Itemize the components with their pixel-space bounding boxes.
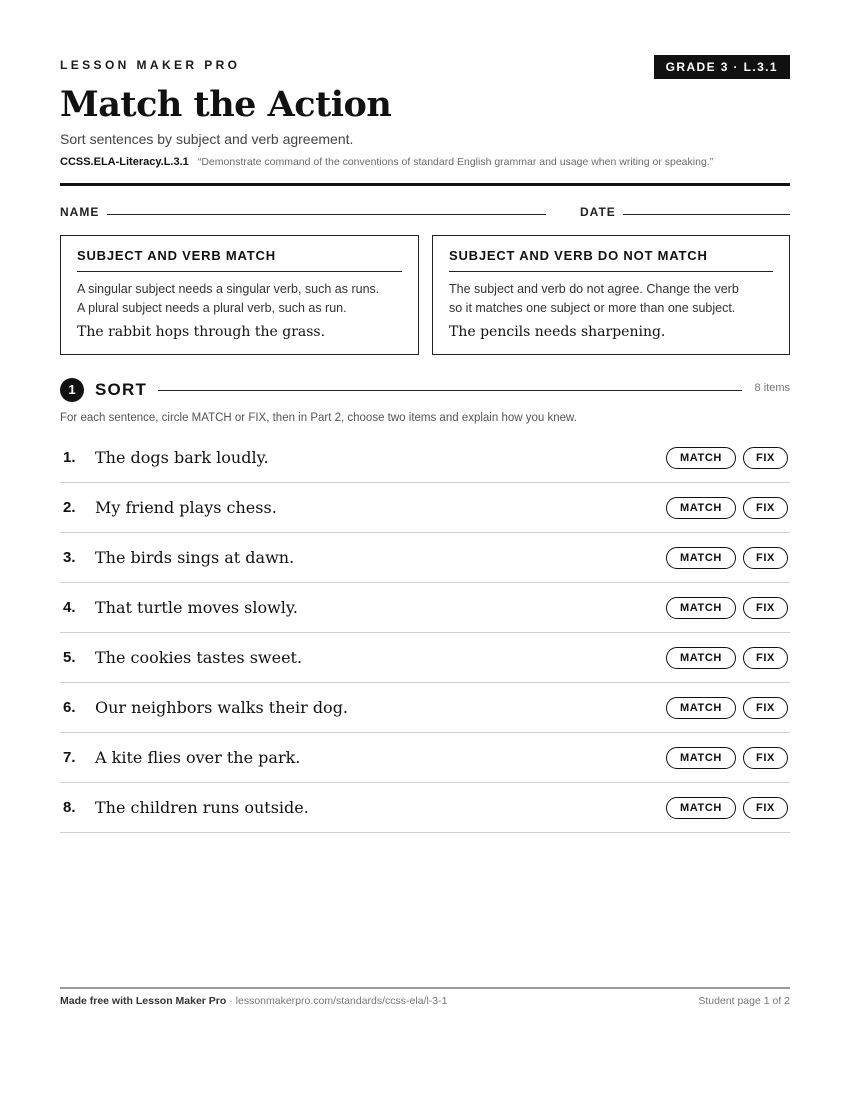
rule-box-match (60, 235, 419, 355)
match-button[interactable]: MATCH (666, 447, 736, 469)
rule-box-heading: SUBJECT AND VERB DO NOT MATCH (449, 248, 773, 272)
match-button[interactable]: MATCH (666, 497, 736, 519)
date-field[interactable] (623, 214, 790, 215)
rule-box-description (77, 280, 402, 318)
list-item (60, 533, 790, 583)
fix-button[interactable]: FIX (743, 747, 788, 769)
list-item (60, 483, 790, 533)
match-button[interactable]: MATCH (666, 647, 736, 669)
item-count: 8 items (754, 382, 790, 394)
item-sentence: That turtle moves slowly. (95, 598, 298, 617)
item-sentence: The birds sings at dawn. (95, 548, 295, 567)
standard-code: CCSS.ELA-Literacy.L.3.1 (60, 156, 189, 168)
section-title: SORT (95, 380, 148, 399)
item-number: 1. (63, 449, 76, 466)
item-number: 5. (63, 649, 76, 666)
section-instructions: For each sentence, circle MATCH or FIX, then in Part 2, choose two items and explain how you knew. (60, 412, 577, 424)
fix-button[interactable]: FIX (743, 697, 788, 719)
item-sentence: The children runs outside. (95, 798, 309, 817)
footer-credit (60, 995, 447, 1007)
footer-made-with: Made free with Lesson Maker Pro (60, 995, 227, 1007)
date-label: DATE (580, 205, 616, 219)
item-number: 2. (63, 499, 76, 516)
grade-badge: GRADE 3 · L.3.1 (654, 55, 790, 79)
rule-box-desc-line: A plural subject needs a plural verb, such as run. (77, 301, 347, 315)
list-item (60, 433, 790, 483)
page-subtitle: Sort sentences by subject and verb agreement. (60, 131, 354, 147)
match-button[interactable]: MATCH (666, 547, 736, 569)
rule-box-desc-line: The subject and verb do not agree. Change the verb (449, 282, 739, 296)
footer-url: · lessonmakerpro.com/standards/ccss-ela/l-3-1 (226, 995, 448, 1007)
rule-box-desc-line: so it matches one subject or more than one subject. (449, 301, 736, 315)
item-number: 7. (63, 749, 76, 766)
item-sentence: The cookies tastes sweet. (95, 648, 303, 667)
fix-button[interactable]: FIX (743, 797, 788, 819)
item-number: 4. (63, 599, 76, 616)
item-number: 8. (63, 799, 76, 816)
fix-button[interactable]: FIX (743, 647, 788, 669)
fix-button[interactable]: FIX (743, 497, 788, 519)
item-sentence: The dogs bark loudly. (95, 448, 269, 467)
list-item (60, 783, 790, 833)
page-title: Match the Action (60, 84, 392, 125)
fix-button[interactable]: FIX (743, 447, 788, 469)
page-number: Student page 1 of 2 (698, 995, 790, 1007)
match-button[interactable]: MATCH (666, 597, 736, 619)
item-number: 6. (63, 699, 76, 716)
fix-button[interactable]: FIX (743, 597, 788, 619)
section-divider (158, 390, 742, 391)
rule-box-desc-line: A singular subject needs a singular verb, such as runs. (77, 282, 380, 296)
match-button[interactable]: MATCH (666, 747, 736, 769)
footer-divider (60, 987, 790, 989)
item-sentence: Our neighbors walks their dog. (95, 698, 349, 717)
rule-box-no-match (432, 235, 790, 355)
brand-name: LESSON MAKER PRO (60, 58, 241, 72)
rule-box-description (449, 280, 773, 318)
item-sentence: My friend plays chess. (95, 498, 277, 517)
name-field[interactable] (107, 214, 546, 215)
sentence-list (60, 433, 790, 833)
rule-box-example: The pencils needs sharpening. (449, 324, 666, 340)
section-number-badge: 1 (60, 378, 84, 402)
fix-button[interactable]: FIX (743, 547, 788, 569)
list-item (60, 683, 790, 733)
item-sentence: A kite flies over the park. (95, 748, 301, 767)
standard-quote: “Demonstrate command of the conventions of standard English grammar and usage when writing or speaking.” (197, 156, 714, 168)
item-number: 3. (63, 549, 76, 566)
list-item (60, 733, 790, 783)
rule-box-example: The rabbit hops through the grass. (77, 324, 326, 340)
list-item (60, 583, 790, 633)
header-divider (60, 183, 790, 186)
worksheet-page (60, 0, 790, 1100)
standard-line (60, 156, 713, 168)
rule-box-heading: SUBJECT AND VERB MATCH (77, 248, 402, 272)
list-item (60, 633, 790, 683)
match-button[interactable]: MATCH (666, 697, 736, 719)
name-label: NAME (60, 205, 100, 219)
match-button[interactable]: MATCH (666, 797, 736, 819)
